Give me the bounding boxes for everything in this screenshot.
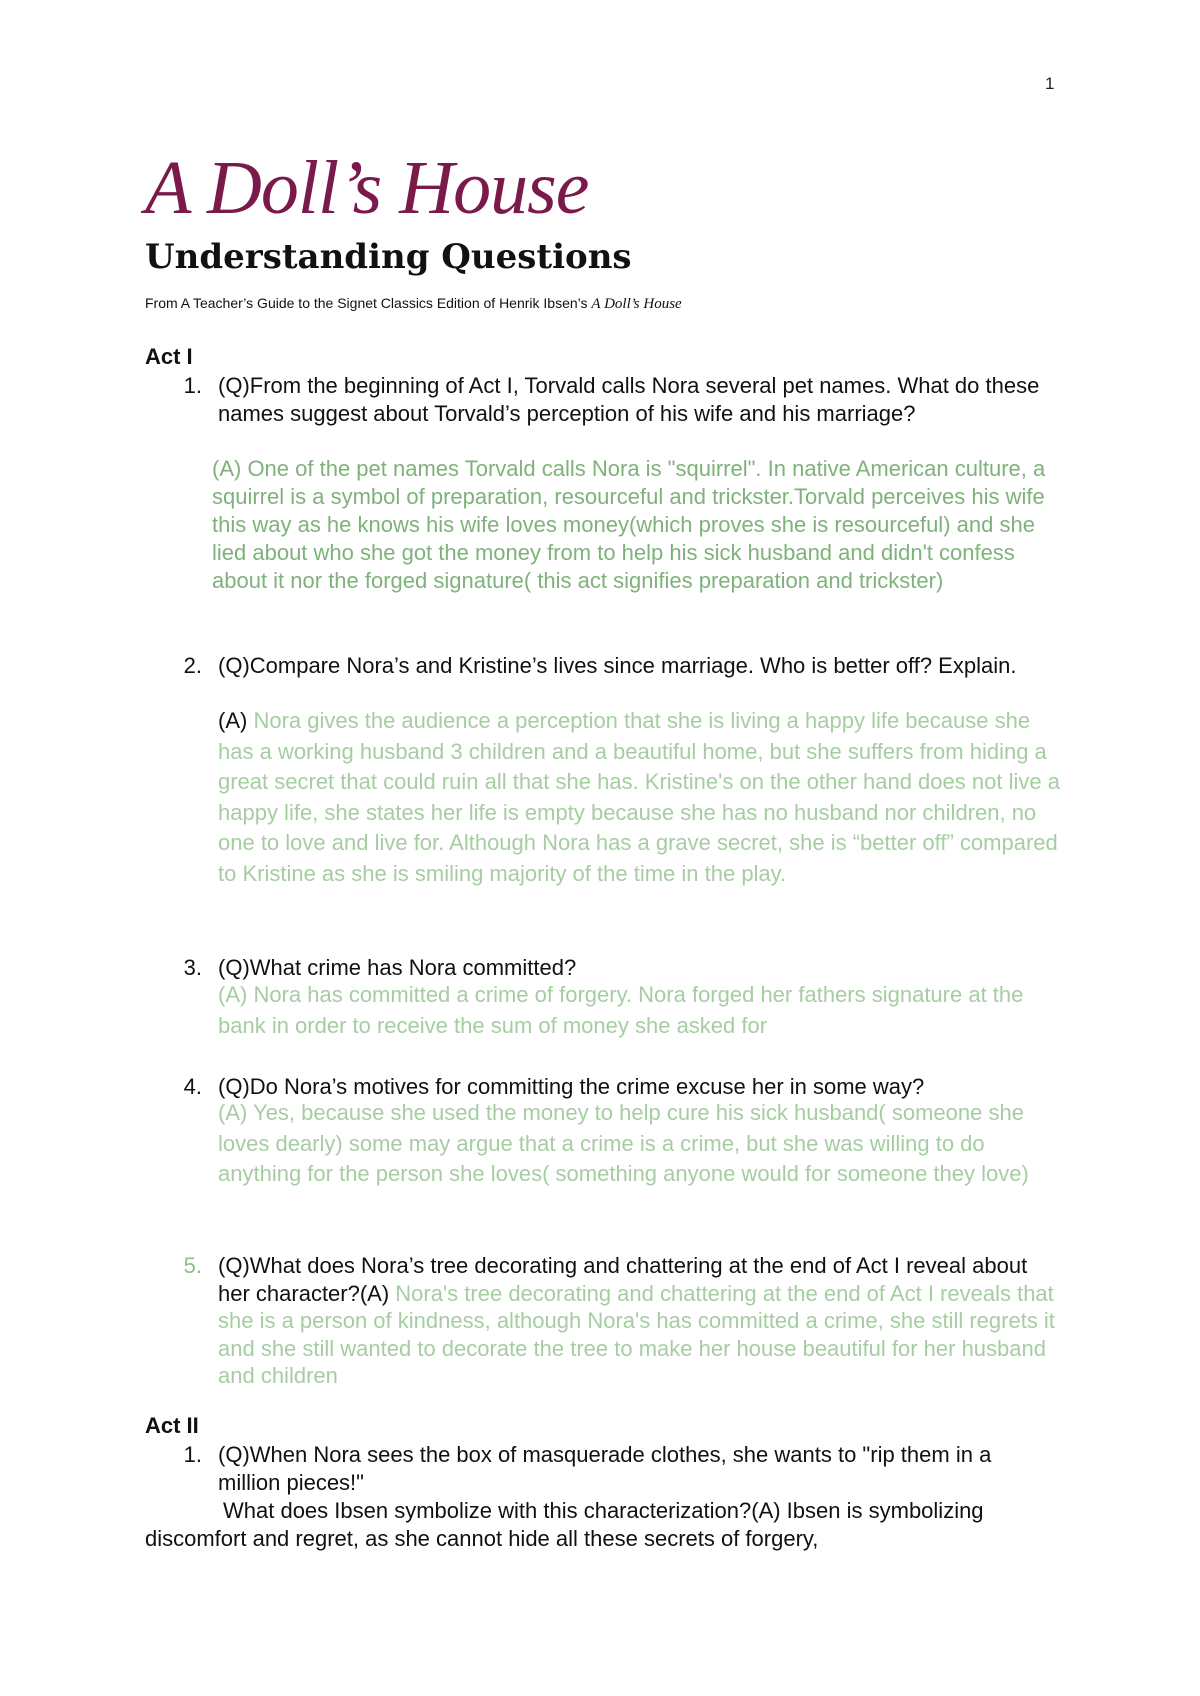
answer-text: Nora's tree decorating and chattering at the end of Act I reveals that she is a person of kindness, although Nora's has committed a crime, she still regrets it and she still wanted to decorate the tree to make her house beautiful for her husband and children: [218, 1280, 1055, 1388]
document-title: A Doll’s House: [145, 146, 589, 230]
list-number: 1.: [183, 373, 202, 398]
question-text: (Q)From the beginning of Act I, Torvald calls Nora several pet names. What do these names suggest about Torvald’s perception of his wife and his marriage?: [218, 373, 1040, 426]
list-number: 3.: [183, 955, 202, 980]
question-answer-block: [218, 1252, 1058, 1390]
question-text: (Q)What crime has Nora committed?: [218, 955, 577, 980]
answer-text: (A) Yes, because she used the money to help cure his sick husband( someone she loves dearly) some may argue that a crime is a crime, but she was willing to do anything for the person she loves( something anyone would for someone they love): [218, 1100, 1029, 1186]
answer-text: Nora gives the audience a perception that she is living a happy life because she has a working husband 3 children and a beautiful home, but she suffers from hiding a great secret that could ruin all that she has. Kristine's on the other hand does not live a happy life, she states her life is empty because she has no husband nor children, no one to love and live for. Although Nora has a grave secret, she is “better off” compared to Kristine as she is smiling majority of the time in the play.: [218, 708, 1060, 886]
answer-text: (A) Nora has committed a crime of forgery. Nora forged her fathers signature at the bank in order to receive the sum of money she asked for: [218, 982, 1024, 1038]
list-number: 5.: [183, 1253, 202, 1278]
document-subtitle: Understanding Questions: [145, 237, 632, 277]
source-line: [145, 295, 682, 313]
question-text: (Q)Compare Nora’s and Kristine’s lives since marriage. Who is better off? Explain.: [218, 653, 1017, 678]
list-number: 4.: [183, 1074, 202, 1099]
act2-heading: Act II: [145, 1413, 199, 1438]
answer-text: (A) One of the pet names Torvald calls Nora is "squirrel". In native American culture, a squirrel is a symbol of preparation, resourceful and trickster.Torvald perceives his wife this way as he knows his wife loves money(which proves she is resourceful) and she lied about who she got the money from to help his sick husband and didn't confess about it nor the forged signature( this act signifies preparation and trickster): [212, 456, 1046, 593]
page-number: 1: [1045, 74, 1055, 93]
answer-block: [218, 706, 1068, 889]
list-number: 1.: [183, 1442, 202, 1467]
question-text: (Q)When Nora sees the box of masquerade clothes, she wants to "rip them in a million pieces!": [218, 1442, 992, 1495]
source-prefix: From A Teacher’s Guide to the Signet Classics Edition of Henrik Ibsen’s: [145, 295, 592, 311]
source-book-title: A Doll’s House: [591, 296, 682, 312]
act1-heading: Act I: [145, 344, 193, 369]
answer-prefix: (A): [218, 708, 254, 733]
question-text: (Q)What does Nora’s tree decorating and chattering at the end of Act I reveal about her character?(A): [218, 1253, 1028, 1306]
question-text: (Q)Do Nora’s motives for committing the crime excuse her in some way?: [218, 1074, 925, 1099]
continuation-text: What does Ibsen symbolize with this characterization?(A) Ibsen is symbolizing discomfort and regret, as she cannot hide all these secrets of forgery,: [145, 1498, 984, 1551]
list-number: 2.: [183, 653, 202, 678]
